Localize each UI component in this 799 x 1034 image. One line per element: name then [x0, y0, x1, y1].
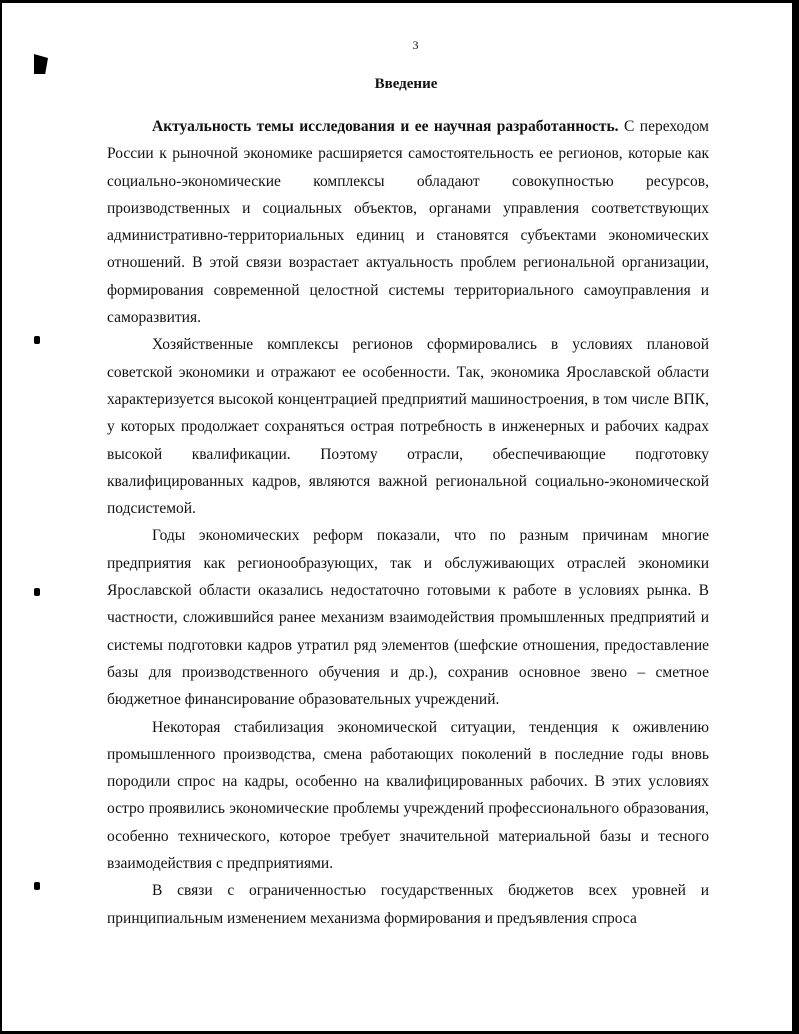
- paragraph: Некоторая стабилизация экономической ситуации, тенденция к оживлению промышленного производства, смена работающих поколений в последние годы вновь породили спрос на кадры, особенно на квалифицированных рабочих. В этих условиях остро проявились экономические проблемы учреждений профессионального образования, особенно технического, которое требует значительной материальной базы и тесного взаимодействия с предприятиями.: [107, 718, 709, 873]
- paragraph: Хозяйственные комплексы регионов сформировались в условиях плановой советской экономики и отражают ее особенности. Так, экономика Ярославской области характеризуется высокой концентрацией предприятий машиностроения, в том числе ВПК, у которых продолжает сохраняться острая потребность в инженерных и рабочих кадрах высокой квалификации. Поэтому отрасли, обеспечивающие подготовку квалифицированных кадров, являются важной региональной социально-экономической подсистемой.: [107, 336, 709, 518]
- page-number: 3: [412, 38, 419, 52]
- binding-mark: [34, 54, 48, 74]
- paragraph: В связи с ограниченностью государственных бюджетов всех уровней и принципиальным изменением механизма формирования и предъявления спроса: [107, 882, 709, 927]
- page-title: Введение: [374, 76, 438, 92]
- binding-mark: [34, 882, 40, 890]
- paragraph-lead: Актуальность темы исследования и ее научная разработанность.: [152, 118, 619, 135]
- paragraph-text: С переходом России к рыночной экономике расширяется самостоятельность ее регионов, которые как социально-экономические комплексы обладают совокупностью ресурсов, производственных и социальных объектов, органами управления соответствующих административно-территориальных единиц и становятся субъектами экономических отношений. В этой связи возрастает актуальность проблем региональной организации, формирования современной целостной системы территориального самоуправления и саморазвития.: [107, 118, 709, 327]
- paragraph: Годы экономических реформ показали, что по разным причинам многие предприятия как регионообразующих, так и обслуживающих отраслей экономики Ярославской области оказались недостаточно готовыми к работе в условиях рынка. В частности, сложившийся ранее механизм взаимодействия промышленных предприятий и системы подготовки кадров утратил ряд элементов (шефские отношения, предоставление базы для производственного обучения и др.), сохранив основное звено – сметное бюджетное финансирование образовательных учреждений.: [107, 527, 709, 709]
- scan-border-left: [0, 0, 2, 1034]
- body-text: [107, 113, 709, 932]
- binding-mark: [34, 588, 40, 596]
- binding-mark: [34, 336, 40, 344]
- scan-border-right: [792, 0, 799, 1034]
- paragraph: [107, 113, 709, 331]
- scan-border-top: [0, 0, 799, 3]
